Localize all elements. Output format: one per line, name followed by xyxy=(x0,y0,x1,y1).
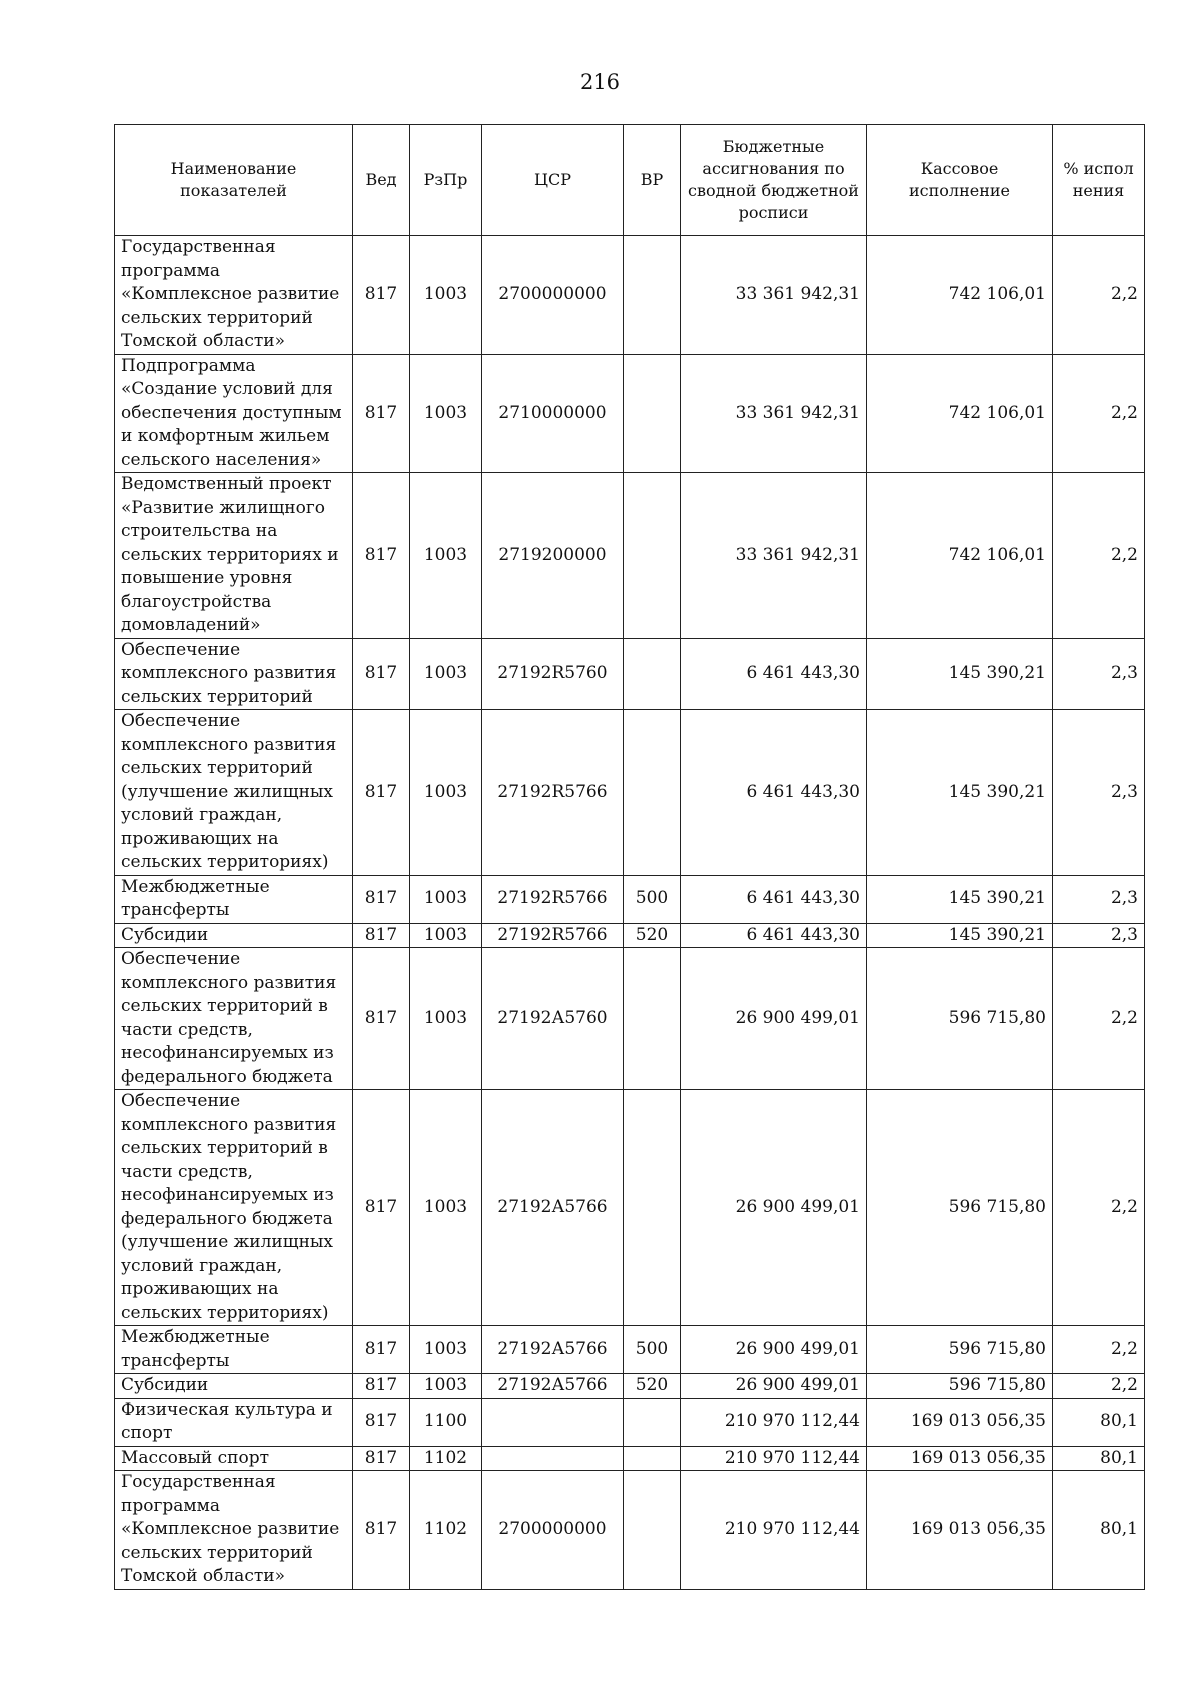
cell-csr: 27192R5766 xyxy=(482,923,624,948)
cell-allocations: 6 461 443,30 xyxy=(681,638,867,710)
cell-percent: 2,2 xyxy=(1053,1326,1145,1374)
table-row xyxy=(115,473,1145,639)
table-row xyxy=(115,1090,1145,1326)
cell-ved: 817 xyxy=(353,1374,410,1399)
budget-table xyxy=(114,124,1145,1590)
cell-rzpr: 1003 xyxy=(410,1326,482,1374)
cell-ved: 817 xyxy=(353,473,410,639)
cell-allocations: 26 900 499,01 xyxy=(681,948,867,1090)
cell-ved: 817 xyxy=(353,1398,410,1446)
cell-allocations: 26 900 499,01 xyxy=(681,1090,867,1326)
cell-percent: 2,2 xyxy=(1053,473,1145,639)
cell-rzpr: 1102 xyxy=(410,1471,482,1590)
header-csr: ЦСР xyxy=(482,125,624,236)
cell-percent: 80,1 xyxy=(1053,1446,1145,1471)
cell-vr xyxy=(624,473,681,639)
header-vr: ВР xyxy=(624,125,681,236)
cell-ved: 817 xyxy=(353,710,410,876)
cell-name: Государственная программа «Комплексное развитие сельских территорий Томской области» xyxy=(115,1471,353,1590)
cell-percent: 2,2 xyxy=(1053,236,1145,355)
cell-execution: 742 106,01 xyxy=(867,473,1053,639)
cell-allocations: 33 361 942,31 xyxy=(681,473,867,639)
cell-name: Обеспечение комплексного развития сельских территорий xyxy=(115,638,353,710)
header-rzpr: РзПр xyxy=(410,125,482,236)
table-row xyxy=(115,948,1145,1090)
cell-execution: 145 390,21 xyxy=(867,875,1053,923)
table-row xyxy=(115,1471,1145,1590)
cell-execution: 145 390,21 xyxy=(867,638,1053,710)
cell-csr: 27192R5766 xyxy=(482,710,624,876)
cell-ved: 817 xyxy=(353,354,410,473)
cell-csr: 27192А5766 xyxy=(482,1374,624,1399)
cell-ved: 817 xyxy=(353,948,410,1090)
cell-name: Обеспечение комплексного развития сельских территорий в части средств, несофинансируемых из федерального бюджета xyxy=(115,948,353,1090)
cell-rzpr: 1003 xyxy=(410,473,482,639)
cell-csr: 27192А5766 xyxy=(482,1090,624,1326)
header-name: Наименование показателей xyxy=(115,125,353,236)
cell-percent: 2,3 xyxy=(1053,875,1145,923)
cell-csr: 27192R5760 xyxy=(482,638,624,710)
cell-vr xyxy=(624,236,681,355)
cell-percent: 2,3 xyxy=(1053,923,1145,948)
cell-execution: 145 390,21 xyxy=(867,923,1053,948)
cell-rzpr: 1003 xyxy=(410,1374,482,1399)
table-row xyxy=(115,1326,1145,1374)
header-ved: Вед xyxy=(353,125,410,236)
cell-allocations: 210 970 112,44 xyxy=(681,1471,867,1590)
cell-name: Ведомственный проект «Развитие жилищного строительства на сельских территориях и повышение уровня благоустройства домовладений» xyxy=(115,473,353,639)
cell-rzpr: 1100 xyxy=(410,1398,482,1446)
table-row xyxy=(115,354,1145,473)
cell-rzpr: 1102 xyxy=(410,1446,482,1471)
cell-vr xyxy=(624,948,681,1090)
cell-name: Субсидии xyxy=(115,1374,353,1399)
cell-execution: 169 013 056,35 xyxy=(867,1471,1053,1590)
cell-percent: 2,2 xyxy=(1053,948,1145,1090)
cell-rzpr: 1003 xyxy=(410,710,482,876)
cell-execution: 169 013 056,35 xyxy=(867,1446,1053,1471)
cell-allocations: 6 461 443,30 xyxy=(681,710,867,876)
cell-execution: 169 013 056,35 xyxy=(867,1398,1053,1446)
cell-vr: 500 xyxy=(624,875,681,923)
cell-rzpr: 1003 xyxy=(410,1090,482,1326)
cell-allocations: 33 361 942,31 xyxy=(681,354,867,473)
cell-csr: 2700000000 xyxy=(482,1471,624,1590)
cell-execution: 145 390,21 xyxy=(867,710,1053,876)
cell-ved: 817 xyxy=(353,875,410,923)
cell-vr xyxy=(624,1398,681,1446)
cell-csr xyxy=(482,1446,624,1471)
cell-allocations: 6 461 443,30 xyxy=(681,875,867,923)
cell-name: Межбюджетные трансферты xyxy=(115,1326,353,1374)
cell-name: Обеспечение комплексного развития сельских территорий (улучшение жилищных условий граждан, проживающих на сельских территориях) xyxy=(115,710,353,876)
table-row xyxy=(115,923,1145,948)
cell-vr xyxy=(624,1471,681,1590)
cell-vr xyxy=(624,1446,681,1471)
cell-ved: 817 xyxy=(353,236,410,355)
cell-execution: 742 106,01 xyxy=(867,236,1053,355)
cell-allocations: 210 970 112,44 xyxy=(681,1446,867,1471)
cell-rzpr: 1003 xyxy=(410,875,482,923)
cell-ved: 817 xyxy=(353,1446,410,1471)
cell-ved: 817 xyxy=(353,1090,410,1326)
cell-csr xyxy=(482,1398,624,1446)
cell-csr: 27192R5766 xyxy=(482,875,624,923)
header-allocations: Бюджетные ассигнования по сводной бюджетной росписи xyxy=(681,125,867,236)
cell-name: Массовый спорт xyxy=(115,1446,353,1471)
cell-percent: 2,2 xyxy=(1053,1374,1145,1399)
table-row xyxy=(115,638,1145,710)
cell-name: Государственная программа «Комплексное развитие сельских территорий Томской области» xyxy=(115,236,353,355)
cell-rzpr: 1003 xyxy=(410,923,482,948)
cell-rzpr: 1003 xyxy=(410,354,482,473)
cell-rzpr: 1003 xyxy=(410,638,482,710)
table-header-row xyxy=(115,125,1145,236)
cell-rzpr: 1003 xyxy=(410,236,482,355)
cell-vr xyxy=(624,1090,681,1326)
cell-csr: 27192А5760 xyxy=(482,948,624,1090)
cell-name: Подпрограмма «Создание условий для обеспечения доступным и комфортным жильем сельского населения» xyxy=(115,354,353,473)
cell-ved: 817 xyxy=(353,638,410,710)
cell-execution: 742 106,01 xyxy=(867,354,1053,473)
table-row xyxy=(115,875,1145,923)
page-number: 216 xyxy=(579,70,621,94)
cell-execution: 596 715,80 xyxy=(867,948,1053,1090)
cell-csr: 2719200000 xyxy=(482,473,624,639)
header-percent: % испол нения xyxy=(1053,125,1145,236)
cell-allocations: 26 900 499,01 xyxy=(681,1374,867,1399)
table-row xyxy=(115,1374,1145,1399)
cell-vr: 500 xyxy=(624,1326,681,1374)
cell-csr: 2710000000 xyxy=(482,354,624,473)
cell-allocations: 26 900 499,01 xyxy=(681,1326,867,1374)
cell-percent: 80,1 xyxy=(1053,1471,1145,1590)
cell-allocations: 210 970 112,44 xyxy=(681,1398,867,1446)
cell-vr: 520 xyxy=(624,1374,681,1399)
cell-name: Обеспечение комплексного развития сельских территорий в части средств, несофинансируемых из федерального бюджета (улучшение жилищных условий граждан, проживающих на сельских территориях) xyxy=(115,1090,353,1326)
cell-name: Физическая культура и спорт xyxy=(115,1398,353,1446)
table-row xyxy=(115,1446,1145,1471)
cell-execution: 596 715,80 xyxy=(867,1090,1053,1326)
cell-ved: 817 xyxy=(353,1471,410,1590)
table-row xyxy=(115,710,1145,876)
cell-vr xyxy=(624,354,681,473)
cell-percent: 2,3 xyxy=(1053,638,1145,710)
cell-allocations: 33 361 942,31 xyxy=(681,236,867,355)
cell-vr xyxy=(624,638,681,710)
cell-name: Субсидии xyxy=(115,923,353,948)
cell-ved: 817 xyxy=(353,1326,410,1374)
cell-execution: 596 715,80 xyxy=(867,1374,1053,1399)
cell-csr: 2700000000 xyxy=(482,236,624,355)
cell-name: Межбюджетные трансферты xyxy=(115,875,353,923)
cell-percent: 2,3 xyxy=(1053,710,1145,876)
cell-ved: 817 xyxy=(353,923,410,948)
cell-vr: 520 xyxy=(624,923,681,948)
header-execution: Кассовое исполнение xyxy=(867,125,1053,236)
cell-execution: 596 715,80 xyxy=(867,1326,1053,1374)
cell-rzpr: 1003 xyxy=(410,948,482,1090)
cell-vr xyxy=(624,710,681,876)
cell-percent: 2,2 xyxy=(1053,354,1145,473)
table-row xyxy=(115,1398,1145,1446)
cell-allocations: 6 461 443,30 xyxy=(681,923,867,948)
table-row xyxy=(115,236,1145,355)
cell-percent: 80,1 xyxy=(1053,1398,1145,1446)
cell-percent: 2,2 xyxy=(1053,1090,1145,1326)
cell-csr: 27192А5766 xyxy=(482,1326,624,1374)
